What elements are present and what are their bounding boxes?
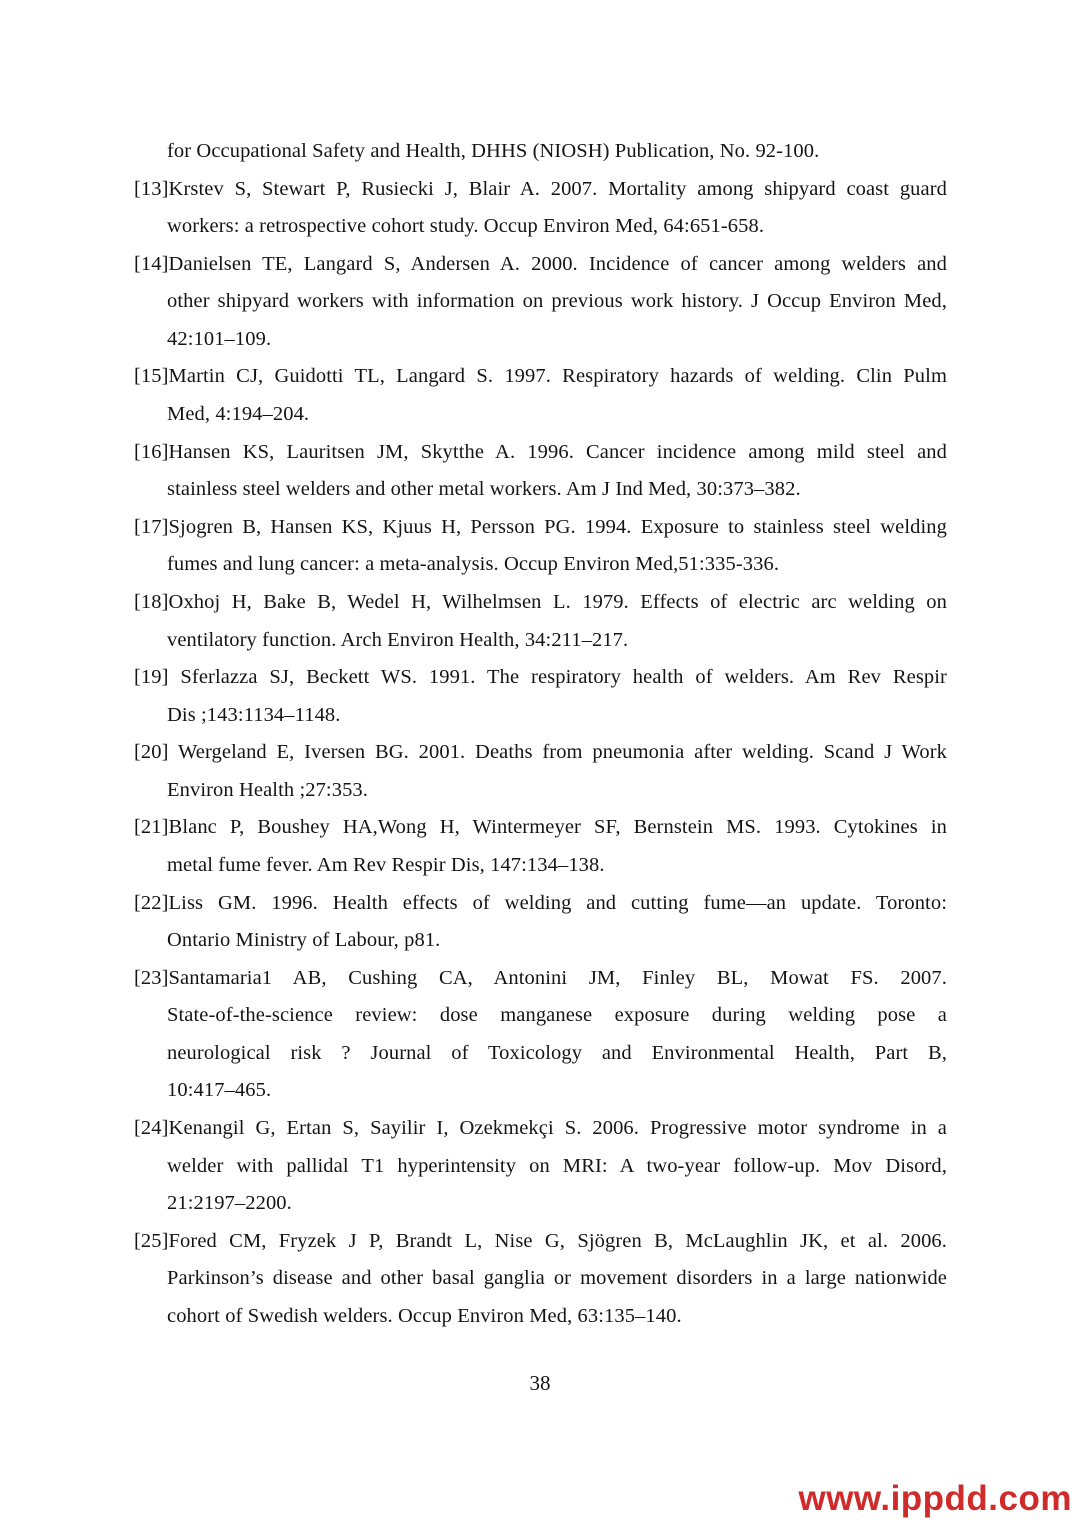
- reference: [134, 171, 947, 246]
- watermark: www.ippdd.com: [798, 1479, 1072, 1518]
- reference-line: workers: a retrospective cohort study. Occup Environ Med, 64:651-658.: [167, 215, 765, 238]
- reference-line: [22]Liss GM. 1996. Health effects of welding and cutting fume—an update. Toronto:: [134, 891, 947, 914]
- reference: [134, 1223, 947, 1336]
- reference-line: cohort of Swedish welders. Occup Environ Med, 63:135–140.: [167, 1304, 682, 1327]
- reference-line: [24]Kenangil G, Ertan S, Sayilir I, Ozekmekçi S. 2006. Progressive motor syndrome in a: [134, 1117, 947, 1140]
- reference-line: for Occupational Safety and Health, DHHS (NIOSH) Publication, No. 92-100.: [167, 140, 820, 162]
- reference-line: 42:101–109.: [167, 327, 272, 350]
- page-number: 38: [529, 1371, 551, 1395]
- reference: [134, 734, 947, 809]
- reference-line: Ontario Ministry of Labour, p81.: [167, 929, 441, 952]
- reference-line: 10:417–465.: [167, 1079, 272, 1102]
- references-list: [134, 133, 947, 1336]
- reference-line: [17]Sjogren B, Hansen KS, Kjuus H, Persson PG. 1994. Exposure to stainless steel welding: [134, 515, 947, 538]
- reference-line: [23]Santamaria1 AB, Cushing CA, Antonini JM, Finley BL, Mowat FS. 2007.: [134, 966, 947, 989]
- reference: [134, 1110, 947, 1223]
- reference: [134, 133, 947, 171]
- reference-line: welder with pallidal T1 hyperintensity on MRI: A two-year follow-up. Mov Disord,: [167, 1154, 947, 1177]
- reference-line: [16]Hansen KS, Lauritsen JM, Skytthe A. 1996. Cancer incidence among mild steel and: [134, 440, 947, 463]
- reference: [134, 434, 947, 509]
- reference-line: Med, 4:194–204.: [167, 403, 310, 426]
- reference: [134, 885, 947, 960]
- reference: [134, 659, 947, 734]
- reference-line: [19] Sferlazza SJ, Beckett WS. 1991. The respiratory health of welders. Am Rev Respir: [134, 666, 947, 689]
- reference-line: [13]Krstev S, Stewart P, Rusiecki J, Blair A. 2007. Mortality among shipyard coast guard: [134, 177, 947, 200]
- reference-line: [21]Blanc P, Boushey HA,Wong H, Wintermeyer SF, Bernstein MS. 1993. Cytokines in: [134, 816, 947, 839]
- reference: [134, 358, 947, 433]
- reference-line: [15]Martin CJ, Guidotti TL, Langard S. 1997. Respiratory hazards of welding. Clin Pulm: [134, 365, 947, 388]
- reference-line: fumes and lung cancer: a meta-analysis. Occup Environ Med,51:335-336.: [167, 553, 780, 576]
- reference-line: neurological risk ? Journal of Toxicology and Environmental Health, Part B,: [167, 1041, 947, 1064]
- reference: [134, 960, 947, 1110]
- reference-line: [25]Fored CM, Fryzek J P, Brandt L, Nise G, Sjögren B, McLaughlin JK, et al. 2006.: [134, 1229, 947, 1252]
- reference-line: ventilatory function. Arch Environ Health, 34:211–217.: [167, 628, 629, 651]
- reference-line: State-of-the-science review: dose manganese exposure during welding pose a: [167, 1004, 947, 1027]
- reference-line: [18]Oxhoj H, Bake B, Wedel H, Wilhelmsen L. 1979. Effects of electric arc welding on: [134, 590, 947, 613]
- reference-line: other shipyard workers with information on previous work history. J Occup Environ Med,: [167, 290, 947, 313]
- reference: [134, 246, 947, 359]
- reference-line: stainless steel welders and other metal workers. Am J Ind Med, 30:373–382.: [167, 478, 801, 501]
- reference: [134, 584, 947, 659]
- reference-line: Dis ;143:1134–1148.: [167, 703, 341, 726]
- reference-line: [14]Danielsen TE, Langard S, Andersen A. 2000. Incidence of cancer among welders and: [134, 252, 947, 275]
- reference-line: [20] Wergeland E, Iversen BG. 2001. Deaths from pneumonia after welding. Scand J Work: [134, 741, 947, 764]
- reference: [134, 809, 947, 884]
- reference-line: metal fume fever. Am Rev Respir Dis, 147:134–138.: [167, 853, 605, 876]
- reference-line: 21:2197–2200.: [167, 1192, 292, 1215]
- reference-line: Environ Health ;27:353.: [167, 778, 369, 801]
- reference: [134, 509, 947, 584]
- reference-line: Parkinson’s disease and other basal ganglia or movement disorders in a large nationwide: [167, 1267, 947, 1290]
